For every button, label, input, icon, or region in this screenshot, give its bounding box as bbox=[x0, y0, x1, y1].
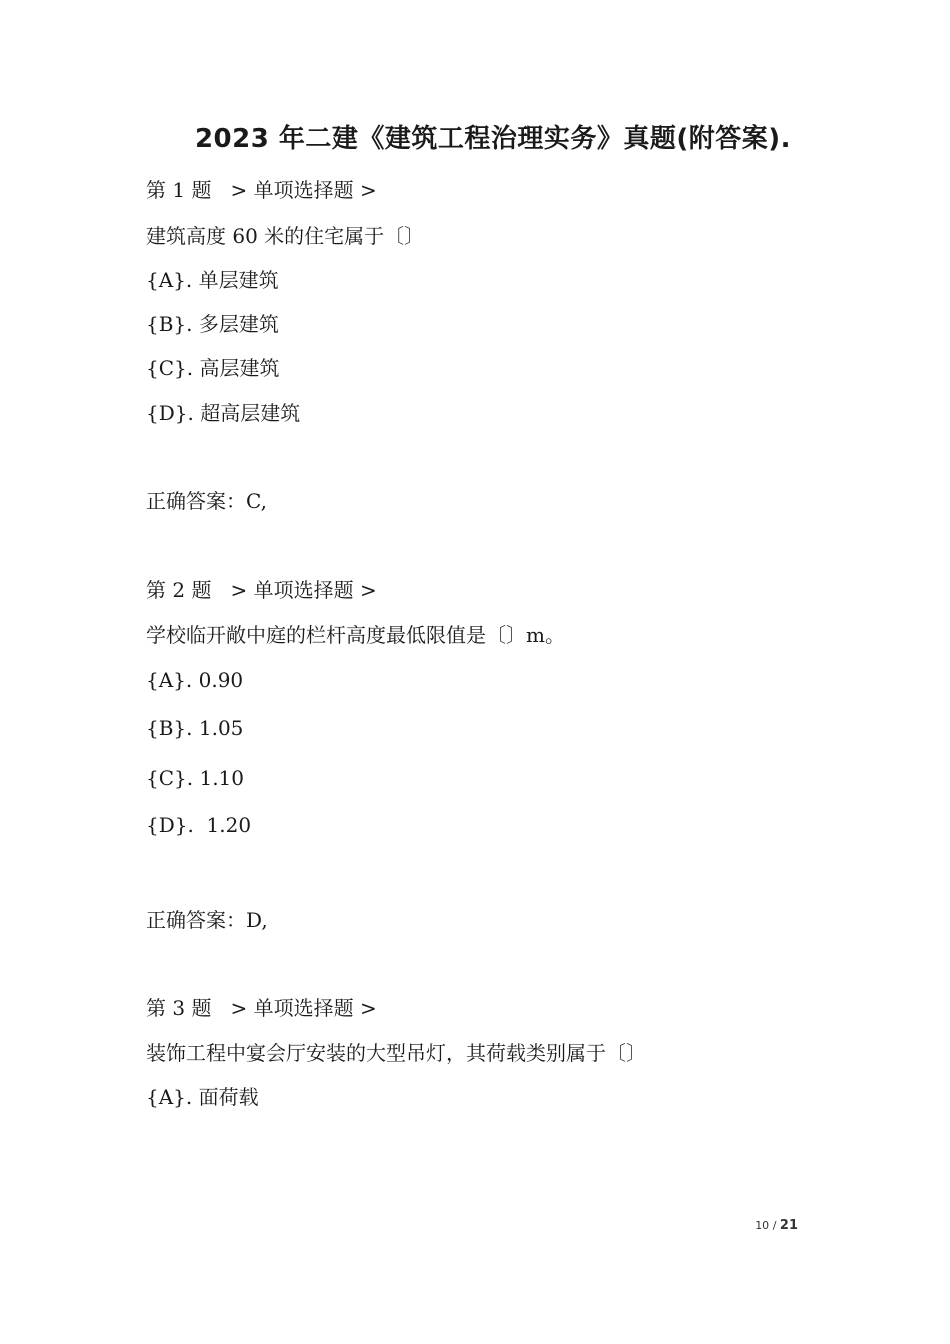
question-2-option-a: {A}. 0.90 bbox=[146, 668, 244, 692]
question-1-option-d: {D}. 超高层建筑 bbox=[146, 401, 301, 425]
question-1-answer: 正确答案：C, bbox=[146, 489, 267, 513]
question-3-option-a: {A}. 面荷载 bbox=[146, 1085, 259, 1109]
question-1-header: 第 1 题 > 单项选择题 > bbox=[146, 178, 377, 202]
question-2-text: 学校临开敞中庭的栏杆高度最低限值是〔〕m。 bbox=[146, 623, 565, 647]
question-3-header: 第 3 题 > 单项选择题 > bbox=[146, 996, 377, 1020]
current-page: 10 bbox=[755, 1219, 770, 1232]
question-1-option-b: {B}. 多层建筑 bbox=[146, 312, 279, 336]
question-2-answer: 正确答案：D, bbox=[146, 908, 268, 932]
question-2-option-c: {C}. 1.10 bbox=[146, 766, 244, 790]
question-3-text: 装饰工程中宴会厅安装的大型吊灯，其荷载类别属于〔〕 bbox=[146, 1041, 646, 1065]
question-1-option-c: {C}. 高层建筑 bbox=[146, 356, 280, 380]
total-pages: 21 bbox=[779, 1218, 798, 1233]
question-2-option-d: {D}. 1.20 bbox=[146, 813, 252, 837]
question-1-text: 建筑高度 60 米的住宅属于〔〕 bbox=[146, 224, 425, 248]
page-separator: / bbox=[772, 1219, 777, 1232]
page-number bbox=[755, 1218, 798, 1233]
document-title: 2023 年二建《建筑工程治理实务》真题(附答案). bbox=[194, 124, 792, 154]
question-2-option-b: {B}. 1.05 bbox=[146, 716, 244, 740]
question-1-option-a: {A}. 单层建筑 bbox=[146, 268, 279, 292]
question-2-header: 第 2 题 > 单项选择题 > bbox=[146, 578, 377, 602]
